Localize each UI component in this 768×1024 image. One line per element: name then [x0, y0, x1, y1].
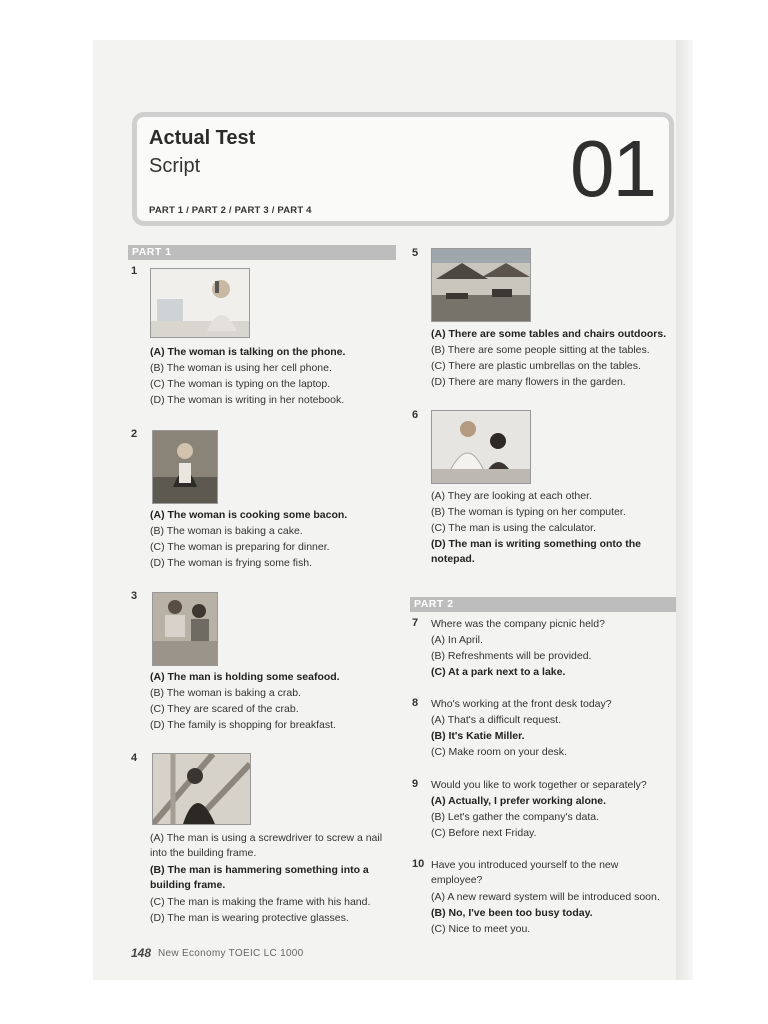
option-text: (C) The woman is typing on the laptop.	[150, 378, 331, 390]
question-number: 3	[131, 590, 138, 602]
option-text: (B) The woman is typing on her computer.	[431, 506, 626, 518]
option-text: (A) The woman is cooking some bacon.	[150, 509, 348, 521]
option-text: (B) There are some people sitting at the tables.	[431, 344, 650, 356]
option-text: (D) The family is shopping for breakfast.	[150, 719, 336, 731]
option-text: (A) They are looking at each other.	[431, 490, 592, 502]
option-text: (A) There are some tables and chairs outdoors.	[431, 328, 667, 340]
photo-tables-outdoors	[431, 248, 531, 322]
option-text: (C) At a park next to a lake.	[431, 666, 566, 678]
option-text: (B) The woman is baking a crab.	[150, 687, 301, 699]
option-text: (B) Refreshments will be provided.	[431, 650, 592, 662]
question-number: 4	[131, 752, 138, 764]
option-text: (D) The man is wearing protective glasses.	[150, 912, 349, 924]
question-prompt: Who's working at the front desk today?	[431, 698, 612, 710]
question-number: 6	[412, 409, 419, 421]
header-parts: PART 1 / PART 2 / PART 3 / PART 4	[149, 205, 312, 216]
option-text: (B) The man is hammering something into a building frame.	[150, 864, 369, 891]
option-text: (C) The man is making the frame with his hand.	[150, 896, 371, 908]
photo-man-frame	[152, 753, 251, 825]
option-text: (C) The woman is preparing for dinner.	[150, 541, 330, 553]
option-text: (B) The woman is using her cell phone.	[150, 362, 332, 374]
option-text: (B) Let's gather the company's data.	[431, 811, 600, 823]
option-text: (A) The woman is talking on the phone.	[150, 346, 346, 358]
option-text: (A) A new reward system will be introduced soon.	[431, 891, 660, 903]
option-text: (D) The woman is writing in her notebook.	[150, 394, 345, 406]
part1-bar: PART 1	[128, 245, 396, 260]
question-prompt: Where was the company picnic held?	[431, 618, 605, 630]
photo-man-woman-computer	[431, 410, 531, 484]
question-prompt: Have you introduced yourself to the new employee?	[431, 859, 619, 886]
option-text: (C) The man is using the calculator.	[431, 522, 596, 534]
option-text: (A) The man is using a screwdriver to screw a nail into the building frame.	[150, 832, 383, 859]
book-title: New Economy TOEIC LC 1000	[158, 948, 304, 959]
option-text: (C) Nice to meet you.	[431, 923, 531, 935]
option-text: (A) Actually, I prefer working alone.	[431, 795, 607, 807]
question-number: 9	[412, 778, 419, 790]
option-text: (A) In April.	[431, 634, 483, 646]
page-number: 148	[131, 946, 152, 960]
question-number: 10	[412, 858, 425, 870]
photo-woman-cooking	[152, 430, 218, 504]
photo-woman-phone	[150, 268, 250, 338]
question-prompt: Would you like to work together or separately?	[431, 779, 647, 791]
page-edge	[676, 40, 693, 980]
question-number: 7	[412, 617, 419, 629]
test-header	[132, 112, 674, 226]
option-text: (B) No, I've been too busy today.	[431, 907, 593, 919]
option-text: (D) The woman is frying some fish.	[150, 557, 313, 569]
question-number: 5	[412, 247, 419, 259]
option-text: (D) The man is writing something onto the notepad.	[431, 538, 641, 565]
test-number: 01	[570, 124, 655, 213]
header-subtitle: Script	[149, 155, 201, 177]
option-text: (D) There are many flowers in the garden.	[431, 376, 626, 388]
photo-family-seafood	[152, 592, 218, 666]
question-number: 8	[412, 697, 419, 709]
option-text: (A) That's a difficult request.	[431, 714, 562, 726]
option-text: (C) Make room on your desk.	[431, 746, 567, 758]
header-title: Actual Test	[149, 127, 256, 149]
question-number: 1	[131, 265, 138, 277]
option-text: (C) Before next Friday.	[431, 827, 537, 839]
question-number: 2	[131, 428, 138, 440]
option-text: (B) The woman is baking a cake.	[150, 525, 303, 537]
option-text: (C) They are scared of the crab.	[150, 703, 299, 715]
option-text: (C) There are plastic umbrellas on the tables.	[431, 360, 641, 372]
option-text: (B) It's Katie Miller.	[431, 730, 525, 742]
option-text: (A) The man is holding some seafood.	[150, 671, 340, 683]
part2-bar: PART 2	[410, 597, 676, 612]
